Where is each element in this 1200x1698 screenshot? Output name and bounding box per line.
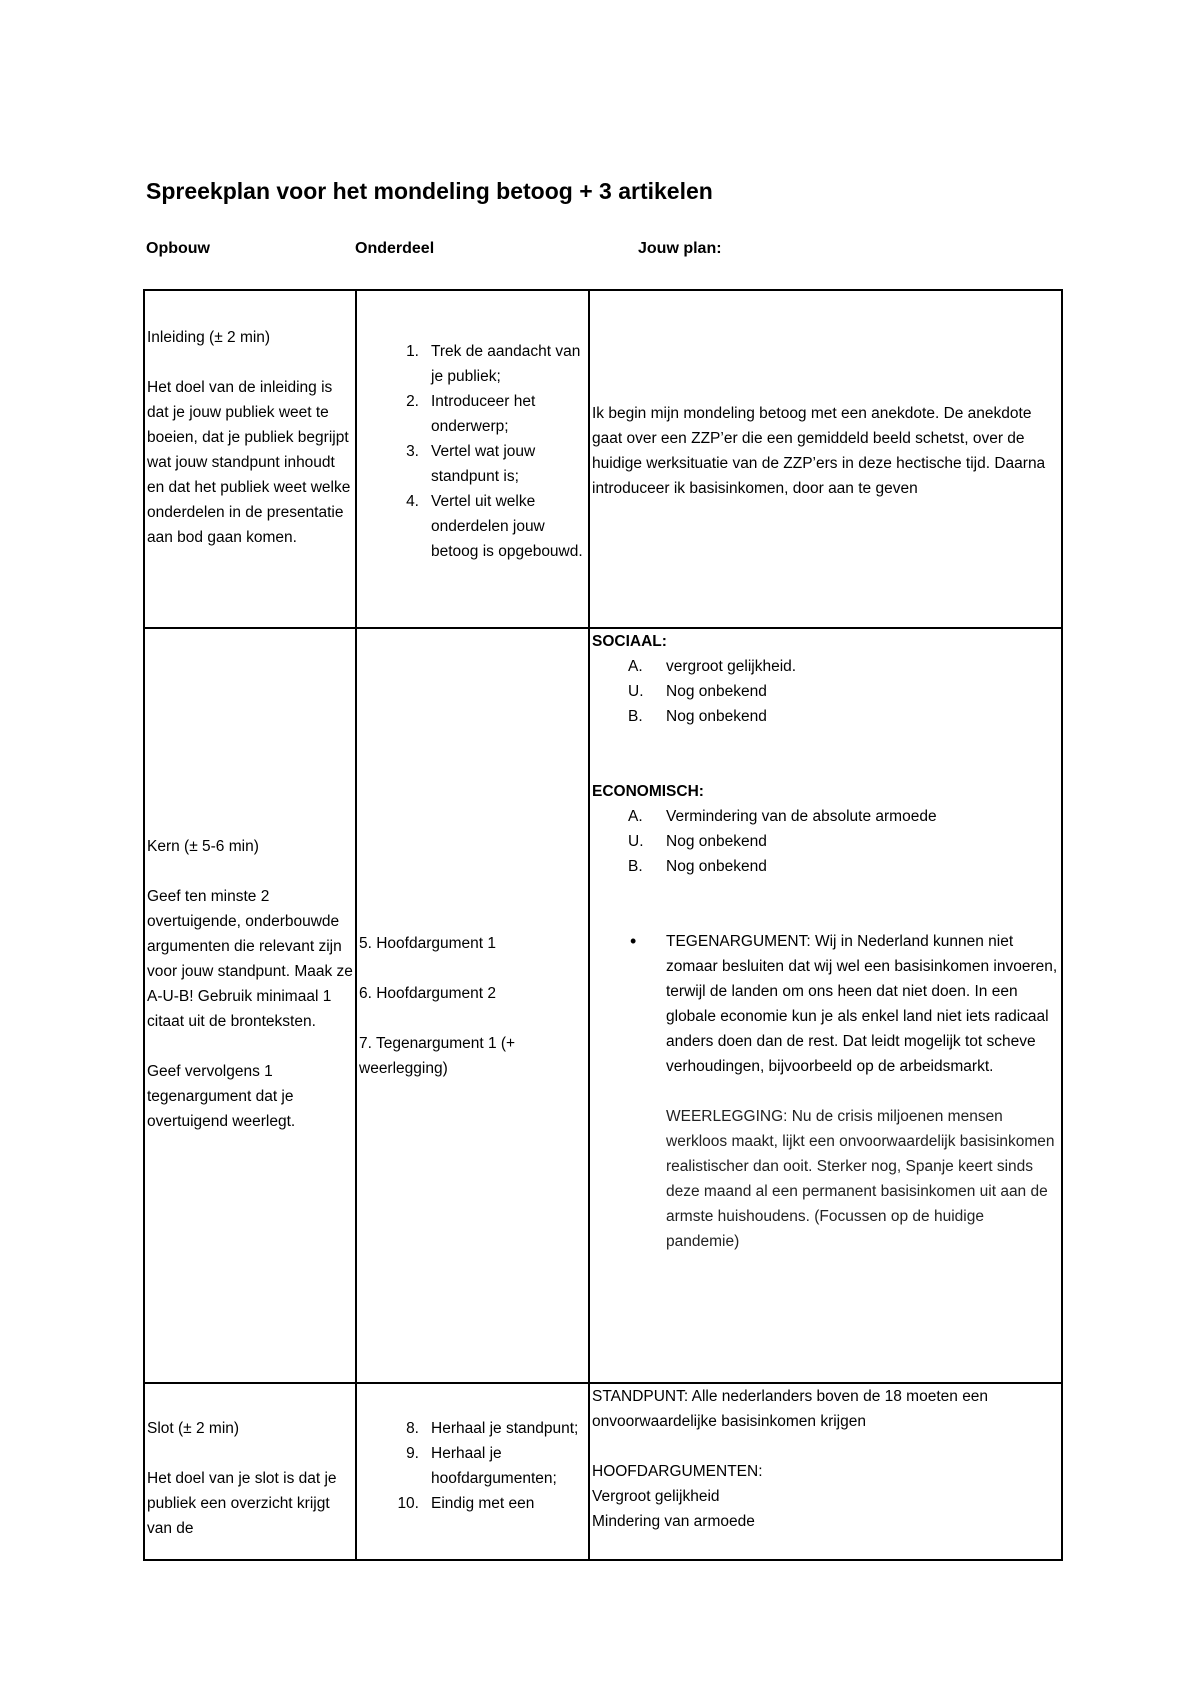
weerlegging-text: WEERLEGGING: Nu de crisis miljoenen mensen werkloos maakt, lijkt een onvoorwaardelijk basisinkomen realistischer dan ooit. Sterker nog, Spanje keert sinds deze maand al een permanent basisinkomen uit aan de armste huishoudens. (Focussen op de huidige pandemie) — [666, 1108, 1055, 1250]
cell-plan-slot — [589, 1383, 1062, 1560]
cell-onderdeel-kern — [356, 628, 589, 1383]
onderdeel-hoofdargument-1: 5. Hoofdargument 1 — [359, 935, 497, 952]
heading-sociaal: SOCIAAL: — [592, 633, 667, 650]
onderdeel-tegenargument: 7. Tegenargument 1 (+ weerlegging) — [359, 1035, 516, 1077]
list-economisch — [592, 804, 1059, 879]
list-item: 3. Vertel wat jouw standpunt is; — [406, 443, 536, 485]
list-item: 1. Trek de aandacht van je publiek; — [406, 343, 581, 385]
cell-opbouw-kern — [144, 628, 356, 1383]
section-title-kern: Kern (± 5-6 min) — [147, 838, 259, 855]
standpunt-text: STANDPUNT: Alle nederlanders boven de 18 moeten een onvoorwaardelijke basisinkomen krijgen — [592, 1388, 989, 1430]
bullet-icon: • — [630, 931, 637, 951]
section-description-inleiding: Het doel van de inleiding is dat je jouw publiek weet te boeien, dat je publiek begrijpt wat jouw standpunt inhoudt en dat het publiek weet welke onderdelen in de presentatie aan bod gaan komen. — [147, 379, 351, 546]
list-item: 9. Herhaal je hoofdargumenten; — [406, 1445, 557, 1487]
steps-list-inleiding — [359, 339, 586, 564]
heading-hoofdargumenten: HOOFDARGUMENTEN: — [592, 1463, 763, 1480]
section-title-inleiding: Inleiding (± 2 min) — [147, 329, 271, 346]
list-item: U. Nog onbekend — [628, 683, 767, 700]
list-item: B. Nog onbekend — [628, 858, 767, 875]
document-title: Spreekplan voor het mondeling betoog + 3 artikelen — [146, 178, 713, 204]
table-row-inleiding — [144, 290, 1062, 628]
list-item: 2. Introduceer het onderwerp; — [406, 393, 536, 435]
plan-text-inleiding: Ik begin mijn mondeling betoog met een anekdote. De anekdote gaat over een ZZP’er die een gemiddeld beeld schetst, over de huidige werksituatie van de ZZP’ers in deze hectische tijd. Daarna introduceer ik basisinkomen, door aan te geven — [592, 405, 1046, 497]
list-item: A. Vermindering van de absolute armoede — [628, 808, 937, 825]
list-sociaal — [592, 654, 1059, 729]
column-header-opbouw: Opbouw — [146, 240, 210, 257]
cell-opbouw-slot — [144, 1383, 356, 1560]
tegenargument-block — [592, 929, 1059, 1254]
section-description-slot: Het doel van je slot is dat je publiek een overzicht krijgt van de — [147, 1470, 337, 1537]
list-item: 4. Vertel uit welke onderdelen jouw betoog is opgebouwd. — [406, 493, 583, 560]
section-description-kern: Geef ten minste 2 overtuigende, onderbouwde argumenten die relevant zijn voor jouw standpunt. Maak ze A-U-B! Gebruik minimaal 1 citaat uit de bronteksten. — [147, 888, 353, 1030]
speech-plan-table — [143, 289, 1063, 1561]
cell-plan-inleiding — [589, 290, 1062, 628]
cell-opbouw-inleiding — [144, 290, 356, 628]
cell-onderdeel-inleiding — [356, 290, 589, 628]
hoofdargument-2: Mindering van armoede — [592, 1513, 755, 1530]
list-item: A. vergroot gelijkheid. — [628, 658, 797, 675]
list-item: 8. Herhaal je standpunt; — [406, 1420, 579, 1437]
hoofdargument-1: Vergroot gelijkheid — [592, 1488, 720, 1505]
cell-onderdeel-slot — [356, 1383, 589, 1560]
onderdeel-hoofdargument-2: 6. Hoofdargument 2 — [359, 985, 497, 1002]
heading-economisch: ECONOMISCH: — [592, 783, 704, 800]
list-item: U. Nog onbekend — [628, 833, 767, 850]
column-header-jouw-plan: Jouw plan: — [638, 240, 722, 257]
column-header-onderdeel: Onderdeel — [355, 240, 435, 257]
table-row-slot — [144, 1383, 1062, 1560]
section-title-slot: Slot (± 2 min) — [147, 1420, 240, 1437]
list-item: 10. Eindig met een — [397, 1495, 535, 1512]
tegenargument-text: TEGENARGUMENT: Wij in Nederland kunnen niet zomaar besluiten dat wij wel een basisinkomen invoeren, terwijl de landen om ons heen dat niet doen. In een globale economie kun je als enkel land niet iets radicaal anders doen dan de rest. Dat leidt mogelijk tot scheve verhoudingen, bijvoorbeeld op de arbeidsmarkt. — [666, 933, 1058, 1075]
section-description-kern-2: Geef vervolgens 1 tegenargument dat je overtuigend weerlegt. — [147, 1063, 296, 1130]
steps-list-slot — [359, 1416, 586, 1516]
list-item: B. Nog onbekend — [628, 708, 767, 725]
table-row-kern — [144, 628, 1062, 1383]
cell-plan-kern — [589, 628, 1062, 1383]
